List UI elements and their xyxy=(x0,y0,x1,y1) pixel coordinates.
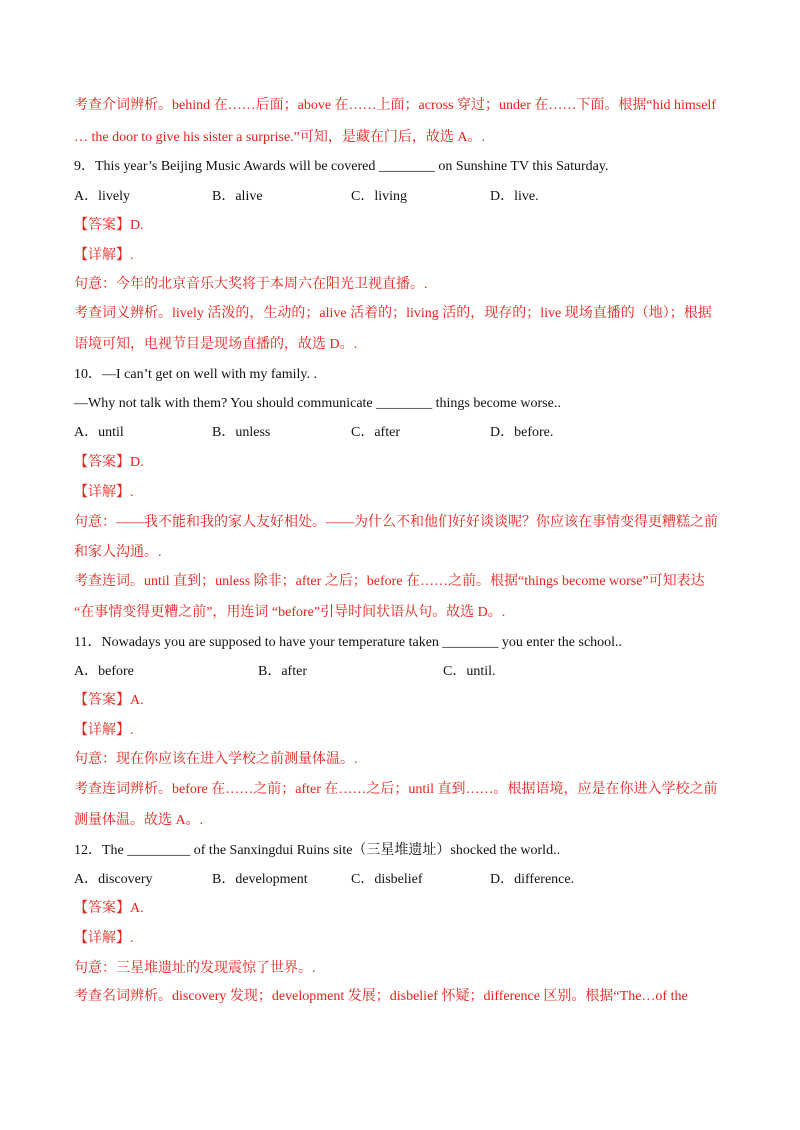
q9-meaning: 句意：今年的北京音乐大奖将于本周六在阳光卫视直播。. xyxy=(74,277,428,292)
q12-stem: 12．The _________ of the Sanxingdui Ruins site（三星堆遗址）shocked the world.. xyxy=(74,843,561,858)
q10-analysis-line2: “在事情变得更糟之前”，用连词 “before”引导时间状语从句。故选 D。. xyxy=(74,605,506,620)
q12-option-d: D．difference. xyxy=(490,872,575,887)
q10-detail-label: 【详解】. xyxy=(74,485,134,500)
q12-meaning: 句意：三星堆遗址的发现震惊了世界。. xyxy=(74,961,316,976)
q11-option-c: C．until. xyxy=(443,664,496,679)
q12-answer: 【答案】A. xyxy=(74,901,144,916)
q11-detail-label: 【详解】. xyxy=(74,723,134,738)
q9-stem: 9．This year’s Beijing Music Awards will be covered ________ on Sunshine TV this Saturday. xyxy=(74,159,609,174)
q11-meaning: 句意：现在你应该在进入学校之前测量体温。. xyxy=(74,752,358,767)
q11-option-b: B．after xyxy=(258,664,307,679)
q11-option-a: A．before xyxy=(74,664,134,679)
q12-option-b: B．development xyxy=(212,872,308,887)
q11-stem: 11．Nowadays you are supposed to have your temperature taken ________ you enter the school.. xyxy=(74,635,623,650)
q9-analysis-line1: 考查词义辨析。lively 活泼的，生动的；alive 活着的；living 活的，现存的；live 现场直播的（地）；根据 xyxy=(74,306,712,321)
q9-analysis-line2: 语境可知，电视节目是现场直播的，故选 D。. xyxy=(74,337,358,352)
q10-answer: 【答案】D. xyxy=(74,455,144,470)
q11-answer: 【答案】A. xyxy=(74,693,144,708)
q10-stem2: —Why not talk with them? You should communicate ________ things become worse.. xyxy=(74,396,561,411)
q10-meaning-line1: 句意：——我不能和我的家人友好相处。——为什么不和他们好好谈谈呢？你应该在事情变得更糟糕之前 xyxy=(74,515,718,530)
q10-option-d: D．before. xyxy=(490,425,554,440)
q10-option-a: A．until xyxy=(74,425,124,440)
q10-option-b: B．unless xyxy=(212,425,271,440)
q11-analysis-line2: 测量体温。故选 A。. xyxy=(74,813,204,828)
q10-meaning-line2: 和家人沟通。. xyxy=(74,545,162,560)
q12-analysis-line1: 考查名词辨析。discovery 发现；development 发展；disbelief 怀疑；difference 区别。根据“The…of the xyxy=(74,989,688,1004)
q9-option-a: A．lively xyxy=(74,189,130,204)
q10-stem: 10．—I can’t get on well with my family. . xyxy=(74,367,318,382)
q12-option-a: A．discovery xyxy=(74,872,153,887)
q12-option-c: C．disbelief xyxy=(351,872,423,887)
q9-answer: 【答案】D. xyxy=(74,218,144,233)
q12-detail-label: 【详解】. xyxy=(74,931,134,946)
q8-analysis-line1: 考查介词辨析。behind 在……后面；above 在……上面；across 穿过；under 在……下面。根据“hid himself xyxy=(74,98,716,113)
q10-option-c: C．after xyxy=(351,425,400,440)
q9-option-c: C．living xyxy=(351,189,408,204)
q9-detail-label: 【详解】. xyxy=(74,248,134,263)
q10-analysis-line1: 考查连词。until 直到；unless 除非；after 之后；before 在……之前。根据“things become worse”可知表达 xyxy=(74,574,705,589)
q8-analysis-line2: … the door to give his sister a surprise.”可知，是藏在门后，故选 A。. xyxy=(74,130,486,145)
q9-option-b: B．alive xyxy=(212,189,263,204)
q9-option-d: D．live. xyxy=(490,189,539,204)
q11-analysis-line1: 考查连词辨析。before 在……之前；after 在……之后；until 直到……。根据语境，应是在你进入学校之前 xyxy=(74,782,718,797)
